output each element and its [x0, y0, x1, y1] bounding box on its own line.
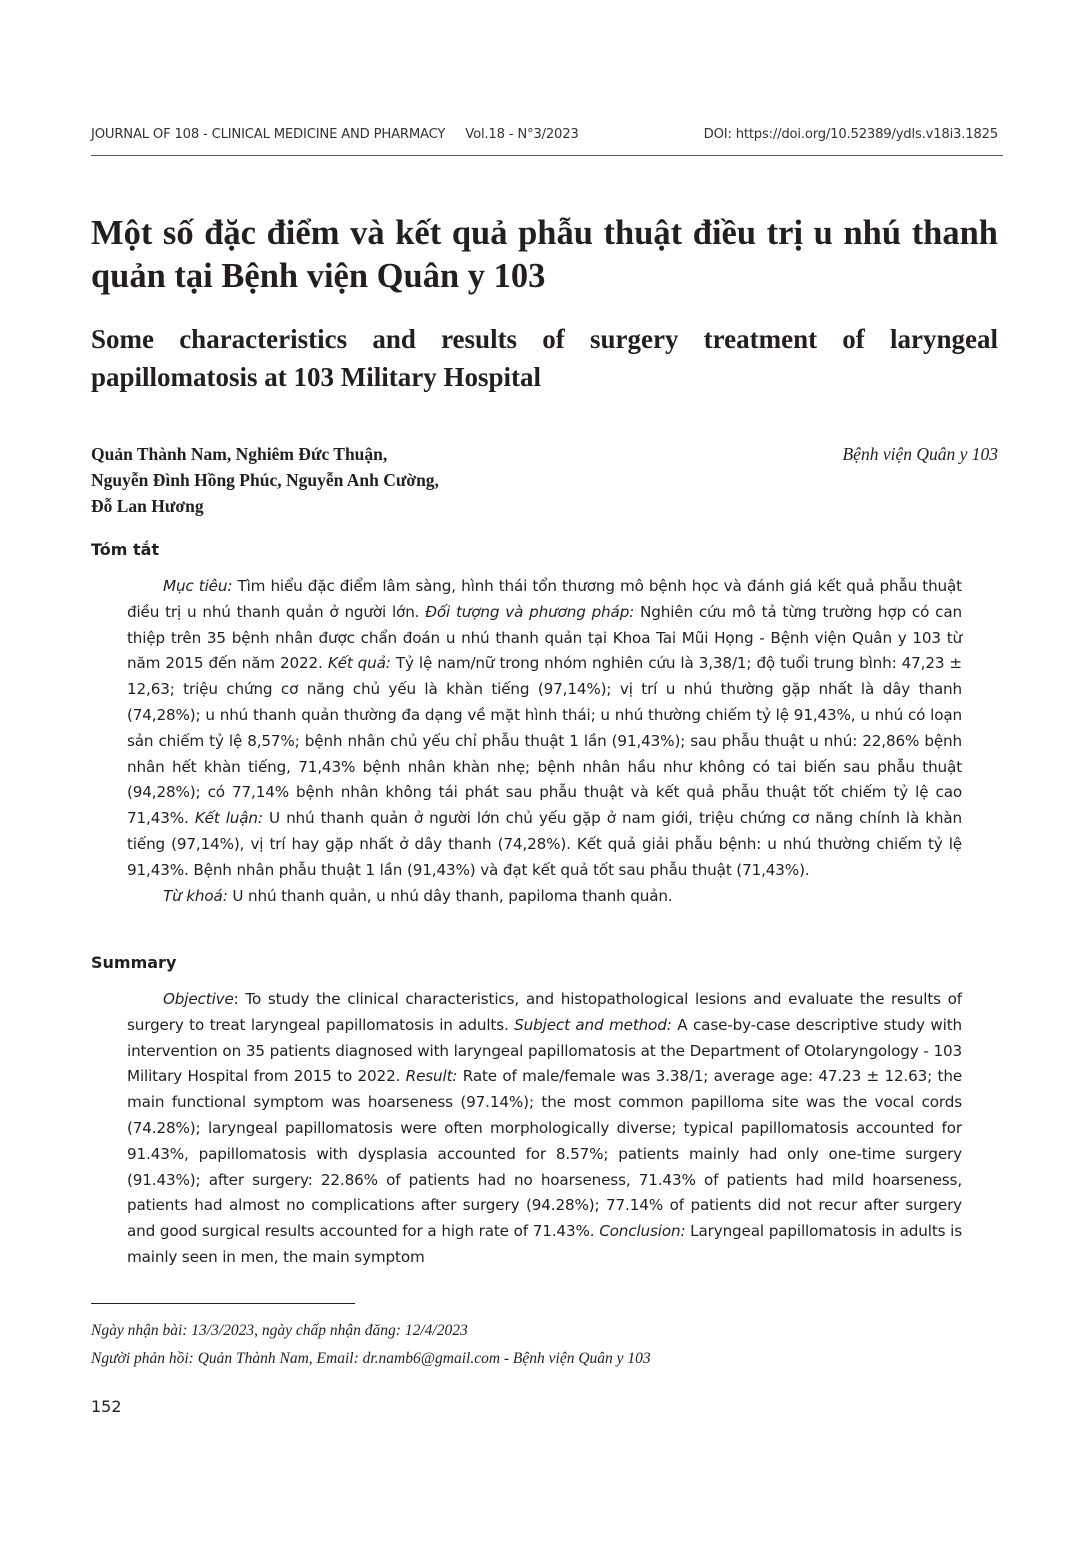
doi-link[interactable]: DOI: https://doi.org/10.52389/ydls.v18i3.1825 [703, 127, 998, 142]
abstract-label: Conclusion: [599, 1222, 686, 1241]
author-list [91, 441, 651, 519]
author-line: Nguyễn Đình Hồng Phúc, Nguyễn Anh Cường, [91, 470, 439, 490]
header-divider [91, 155, 1003, 156]
tom-tat-body [127, 574, 962, 884]
abstract-text: Rate of male/female was 3.38/1; average age: 47.23 ± 12.63; the main functional symptom was hoarseness (97.14%); the most common papilloma site was the vocal cords (74.28%); laryngeal papillomatosis were often morphologically diverse; typical papillomatosis accounted for 91.43%, papillomatosis with dysplasia accounted for 8.57%; patients mainly had only one-time surgery (91.43%); after surgery: 22.86% of patients had no hoarseness, 71.43% of patients had mild hoarseness, patients had almost no complications after surgery (94.28%); 77.14% of patients did not recur after surgery and good surgical results accounted for a high rate of 71.43%. [127, 1067, 963, 1241]
article-title-english: Some characteristics and results of surgery treatment of laryngeal papillomatosis at 103 Military Hospital [91, 324, 998, 392]
keywords-label: Từ khoá: [163, 886, 228, 905]
abstract-label: Kết quả: [327, 654, 391, 673]
abstract-text: Laryngeal papillomatosis in adults is mainly seen in men, the main symptom [127, 1222, 962, 1266]
abstract-label: Result: [405, 1067, 458, 1086]
summary-heading: Summary [91, 953, 177, 972]
journal-volume: Vol.18 - N°3/2023 [465, 127, 579, 142]
abstract-text: Tìm hiểu đặc điểm lâm sàng, hình thái tổn thương mô bệnh học và đánh giá kết quả phẫu thuật điều trị u nhú thanh quản ở người lớn. [127, 577, 962, 621]
abstract-label: Kết luận: [194, 809, 263, 828]
tom-tat-abstract [127, 574, 962, 909]
tom-tat-heading: Tóm tắt [91, 540, 160, 559]
footnote-correspondence: Người phản hồi: Quản Thành Nam, Email: dr.namb6@gmail.com - Bệnh viện Quân y 103 [91, 1350, 651, 1367]
keywords-text: U nhú thanh quản, u nhú dây thanh, papiloma thanh quản. [227, 886, 673, 905]
abstract-label: Đối tượng và phương pháp: [425, 602, 635, 621]
abstract-label: Subject and method: [514, 1015, 672, 1034]
abstract-text: U nhú thanh quản ở người lớn chủ yếu gặp ở nam giới, triệu chứng cơ năng chính là khàn tiếng (97,14%), vị trí hay gặp nhất ở dây thanh (74,28%). Kết quả giải phẫu bệnh: u nhú thường chiếm tỷ lệ 91,43%. Bệnh nhân phẫu thuật 1 lần (91,43%) và đạt kết quả tốt sau phẫu thuật (71,43%). [127, 809, 962, 879]
author-line: Đỗ Lan Hương [91, 496, 204, 516]
article-title-vietnamese: Một số đặc điểm và kết quả phẫu thuật điều trị u nhú thanh quản tại Bệnh viện Quân y 103 [91, 214, 998, 295]
summary-abstract [127, 987, 962, 1271]
abstract-text: Nghiên cứu mô tả từng trường hợp có can thiệp trên 35 bệnh nhân được chẩn đoán u nhú thanh quản tại Khoa Tai Mũi Họng - Bệnh viện Quân y 103 từ năm 2015 đến năm 2022. [127, 602, 962, 673]
footnote-divider [91, 1303, 355, 1304]
journal-name: JOURNAL OF 108 - CLINICAL MEDICINE AND PHARMACY [91, 127, 446, 142]
footnote-received-date: Ngày nhận bài: 13/3/2023, ngày chấp nhận đăng: 12/4/2023 [91, 1322, 468, 1339]
summary-body [127, 987, 962, 1271]
running-header [91, 127, 998, 142]
page-number: 152 [91, 1397, 122, 1416]
abstract-label: Objective [163, 990, 234, 1008]
abstract-text: A case-by-case descriptive study with intervention on 35 patients diagnosed with laryngeal papillomatosis at the Department of Otolaryngology - 103 Military Hospital from 2015 to 2022. [127, 1015, 962, 1086]
abstract-text: : To study the clinical characteristics, and histopathological lesions and evaluate the results of surgery to treat laryngeal papillomatosis in adults. [127, 990, 962, 1034]
keywords [127, 884, 962, 910]
abstract-text: Tỷ lệ nam/nữ trong nhóm nghiên cứu là 3,38/1; độ tuổi trung bình: 47,23 ± 12,63; triệu chứng cơ năng chủ yếu là khàn tiếng (97,14%); vị trí u nhú thường gặp nhất là dây thanh (74,28%); u nhú thanh quản thường đa dạng về mặt hình thái; u nhú thường chiếm tỷ lệ 91,43%, u nhú có loạn sản chiếm tỷ lệ 8,57%; bệnh nhân chủ yếu chỉ phẫu thuật 1 lần (91,43%); sau phẫu thuật u nhú: 22,86% bệnh nhân hết khàn tiếng, 71,43% bệnh nhân khàn nhẹ; bệnh nhân hầu như không có tai biến sau phẫu thuật (94,28%); có 77,14% bệnh nhân không tái phát sau phẫu thuật và kết quả phẫu thuật tốt chiếm tỷ lệ cao 71,43%. [127, 654, 962, 828]
author-affiliation: Bệnh viện Quân y 103 [842, 444, 998, 464]
author-line: Quản Thành Nam, Nghiêm Đức Thuận, [91, 444, 388, 464]
journal-info [91, 127, 579, 142]
abstract-label: Mục tiêu: [163, 577, 233, 595]
